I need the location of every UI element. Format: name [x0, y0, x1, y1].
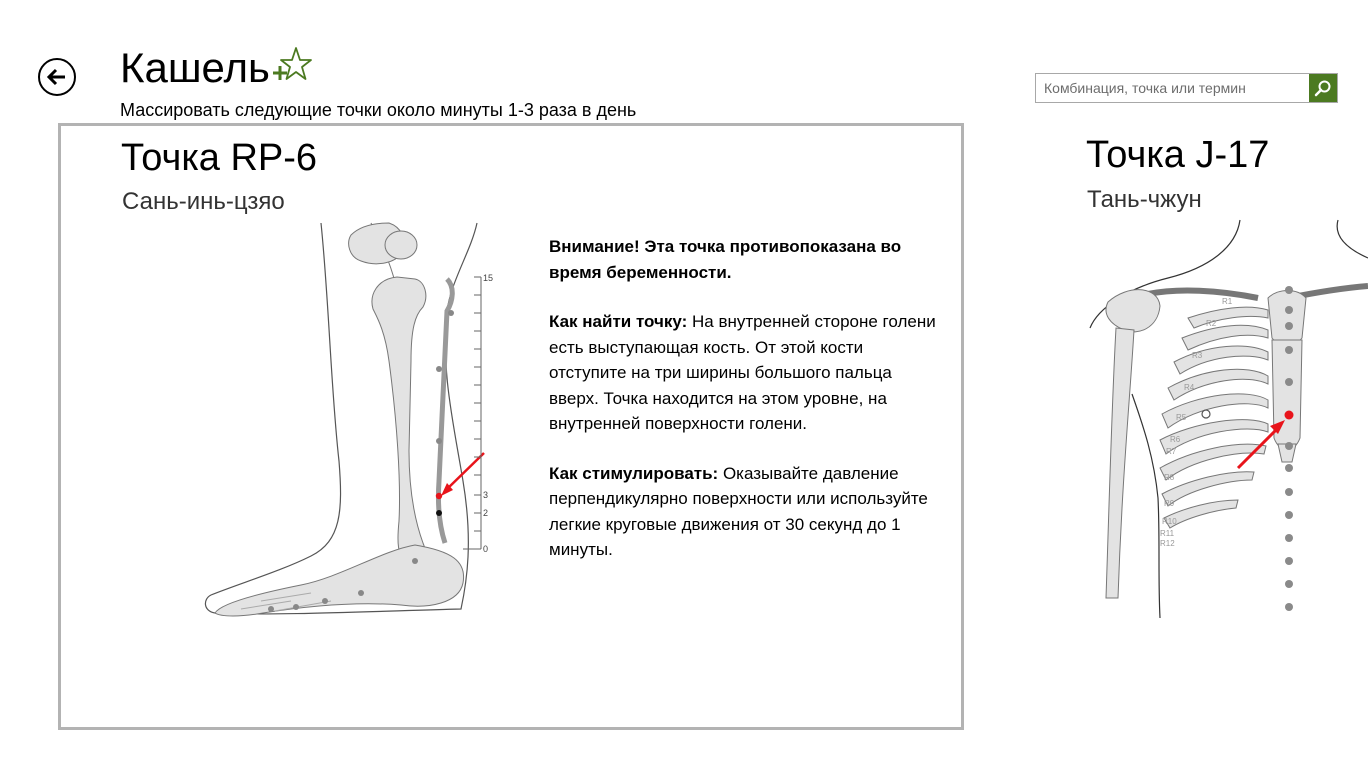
arrow-left-icon: [45, 65, 69, 89]
svg-text:R12: R12: [1160, 539, 1175, 548]
svg-text:R2: R2: [1206, 319, 1217, 328]
acupoint-marker: [436, 493, 442, 499]
svg-text:R1: R1: [1222, 297, 1233, 306]
point-card[interactable]: [58, 123, 964, 730]
svg-text:R7: R7: [1166, 447, 1177, 456]
page-subtitle: Массировать следующие точки около минуты 1-3 раза в день: [120, 100, 637, 120]
how-to-find: Как найти точку: На внутренней стороне голени есть выступающая кость. От этой кости отступите на три ширины большого пальца вверх. Точка находится на этом уровне, на внутренней поверхности голени.: [549, 312, 936, 433]
add-favorite-button[interactable]: [272, 45, 312, 85]
acupoint-marker-j17: [1285, 411, 1294, 420]
search-box: [1035, 73, 1338, 103]
how-to-stimulate: Как стимулировать: Оказывайте давление перпендикулярно поверхности или используйте легкие круговые движения от 30 секунд до 1 минуты.: [549, 463, 928, 559]
page-title: Кашель: [120, 44, 270, 91]
search-input[interactable]: [1036, 74, 1309, 102]
svg-text:R9: R9: [1164, 499, 1175, 508]
search-icon: [1314, 79, 1332, 97]
point-code-next[interactable]: Точка J-17: [1086, 134, 1270, 176]
point-description: [549, 234, 939, 587]
search-button[interactable]: [1309, 74, 1337, 102]
svg-text:R3: R3: [1192, 351, 1203, 360]
svg-text:R5: R5: [1176, 413, 1187, 422]
pregnancy-warning: Внимание! Эта точка противопоказана во время беременности.: [549, 237, 902, 282]
scale-label-0: 0: [483, 544, 489, 554]
scale-label-3: 3: [483, 490, 489, 500]
point-name-next: Тань-чжун: [1087, 186, 1202, 213]
svg-text:R8: R8: [1164, 473, 1175, 482]
svg-text:R4: R4: [1184, 383, 1195, 392]
back-button[interactable]: [38, 58, 76, 96]
point-name: Сань-инь-цзяо: [122, 188, 285, 215]
scale-label-2: 2: [483, 508, 489, 518]
svg-text:R6: R6: [1170, 435, 1181, 444]
chest-illustration: [1088, 218, 1368, 620]
svg-text:R11: R11: [1160, 529, 1175, 538]
scale-label-15: 15: [483, 273, 494, 283]
star-plus-icon: [272, 45, 312, 85]
svg-text:R10: R10: [1162, 517, 1177, 526]
point-code: Точка RP-6: [121, 137, 318, 179]
leg-illustration: [201, 221, 521, 621]
